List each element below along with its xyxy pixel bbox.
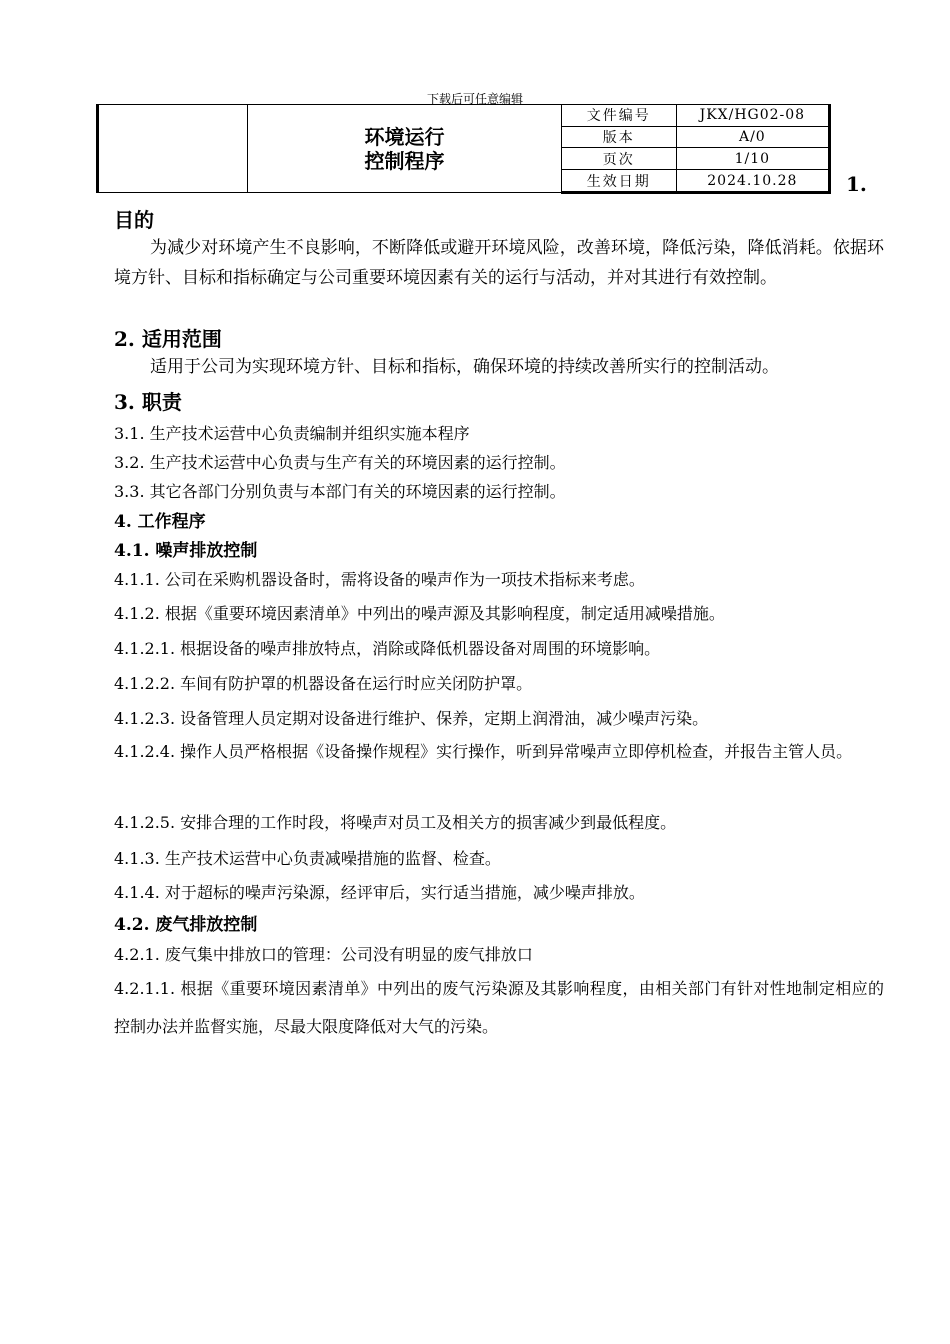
section-3-title: 3. 职责 <box>114 390 182 414</box>
clause-4-2-1: 4.2.1. 废气集中排放口的管理：公司没有明显的废气排放口 <box>114 945 533 964</box>
section-3-item-1: 3.1. 生产技术运营中心负责编制并组织实施本程序 <box>114 424 470 443</box>
clause-4-1-2-4: 4.1.2.4. 操作人员严格根据《设备操作规程》实行操作，听到异常噪声立即停机检查，并报告主管人员。 <box>114 742 853 761</box>
section-2-title: 2. 适用范围 <box>114 327 222 351</box>
document-title <box>248 105 562 193</box>
effective-date-value: 2024.10.28 <box>676 170 829 193</box>
clause-4-1-4: 4.1.4. 对于超标的噪声污染源，经评审后，实行适当措施，减少噪声排放。 <box>114 883 645 902</box>
effective-date-label: 生效日期 <box>561 170 676 193</box>
clause-4-1-3: 4.1.3. 生产技术运营中心负责减噪措施的监督、检查。 <box>114 849 501 868</box>
page-label: 页次 <box>561 148 676 170</box>
document-header-table <box>96 104 831 194</box>
section-4-1-title: 4.1. 噪声排放控制 <box>114 541 258 561</box>
section-4-2-title: 4.2. 废气排放控制 <box>114 915 258 935</box>
clause-4-1-1: 4.1.1. 公司在采购机器设备时，需将设备的噪声作为一项技术指标来考虑。 <box>114 570 645 589</box>
clause-4-1-2-2: 4.1.2.2. 车间有防护罩的机器设备在运行时应关闭防护罩。 <box>114 674 533 693</box>
version-label: 版本 <box>561 126 676 148</box>
title-line-1: 环境运行 <box>364 124 445 149</box>
page-value: 1/10 <box>676 148 829 170</box>
doc-number-label: 文件编号 <box>561 105 676 127</box>
clause-4-2-1-1: 4.2.1.1. 根据《重要环境因素清单》中列出的废气污染源及其影响程度，由相关部门有针对性地制定相应的控制办法并监督实施，尽最大限度降低对大气的污染。 <box>114 979 884 1036</box>
clause-4-1-2-1: 4.1.2.1. 根据设备的噪声排放特点，消除或降低机器设备对周围的环境影响。 <box>114 639 661 658</box>
download-note: 下载后可任意编辑 <box>426 92 523 106</box>
section-1-title: 目的 <box>114 208 154 232</box>
section-3-item-2: 3.2. 生产技术运营中心负责与生产有关的环境因素的运行控制。 <box>114 453 566 472</box>
clause-4-1-2: 4.1.2. 根据《重要环境因素清单》中列出的噪声源及其影响程度，制定适用减噪措施。 <box>114 604 725 623</box>
logo-cell <box>98 105 248 193</box>
title-line-2: 控制程序 <box>364 148 445 173</box>
clause-4-1-2-5: 4.1.2.5. 安排合理的工作时段，将噪声对员工及相关方的损害减少到最低程度。 <box>114 813 677 832</box>
section-1-body: 为减少对环境产生不良影响，不断降低或避开环境风险，改善环境，降低污染，降低消耗。依据环境方针、目标和指标确定与公司重要环境因素有关的运行与活动，并对其进行有效控制。 <box>114 238 884 288</box>
section-1-number: 1. <box>846 172 867 196</box>
section-2-body: 适用于公司为实现环境方针、目标和指标，确保环境的持续改善所实行的控制活动。 <box>150 357 779 377</box>
section-4-title: 4. 工作程序 <box>114 512 206 532</box>
section-3-item-3: 3.3. 其它各部门分别负责与本部门有关的环境因素的运行控制。 <box>114 482 566 501</box>
version-value: A/0 <box>676 126 829 148</box>
clause-4-1-2-3: 4.1.2.3. 设备管理人员定期对设备进行维护、保养，定期上润滑油，减少噪声污染。 <box>114 709 709 728</box>
doc-number-value: JKX/HG02-08 <box>676 105 829 127</box>
